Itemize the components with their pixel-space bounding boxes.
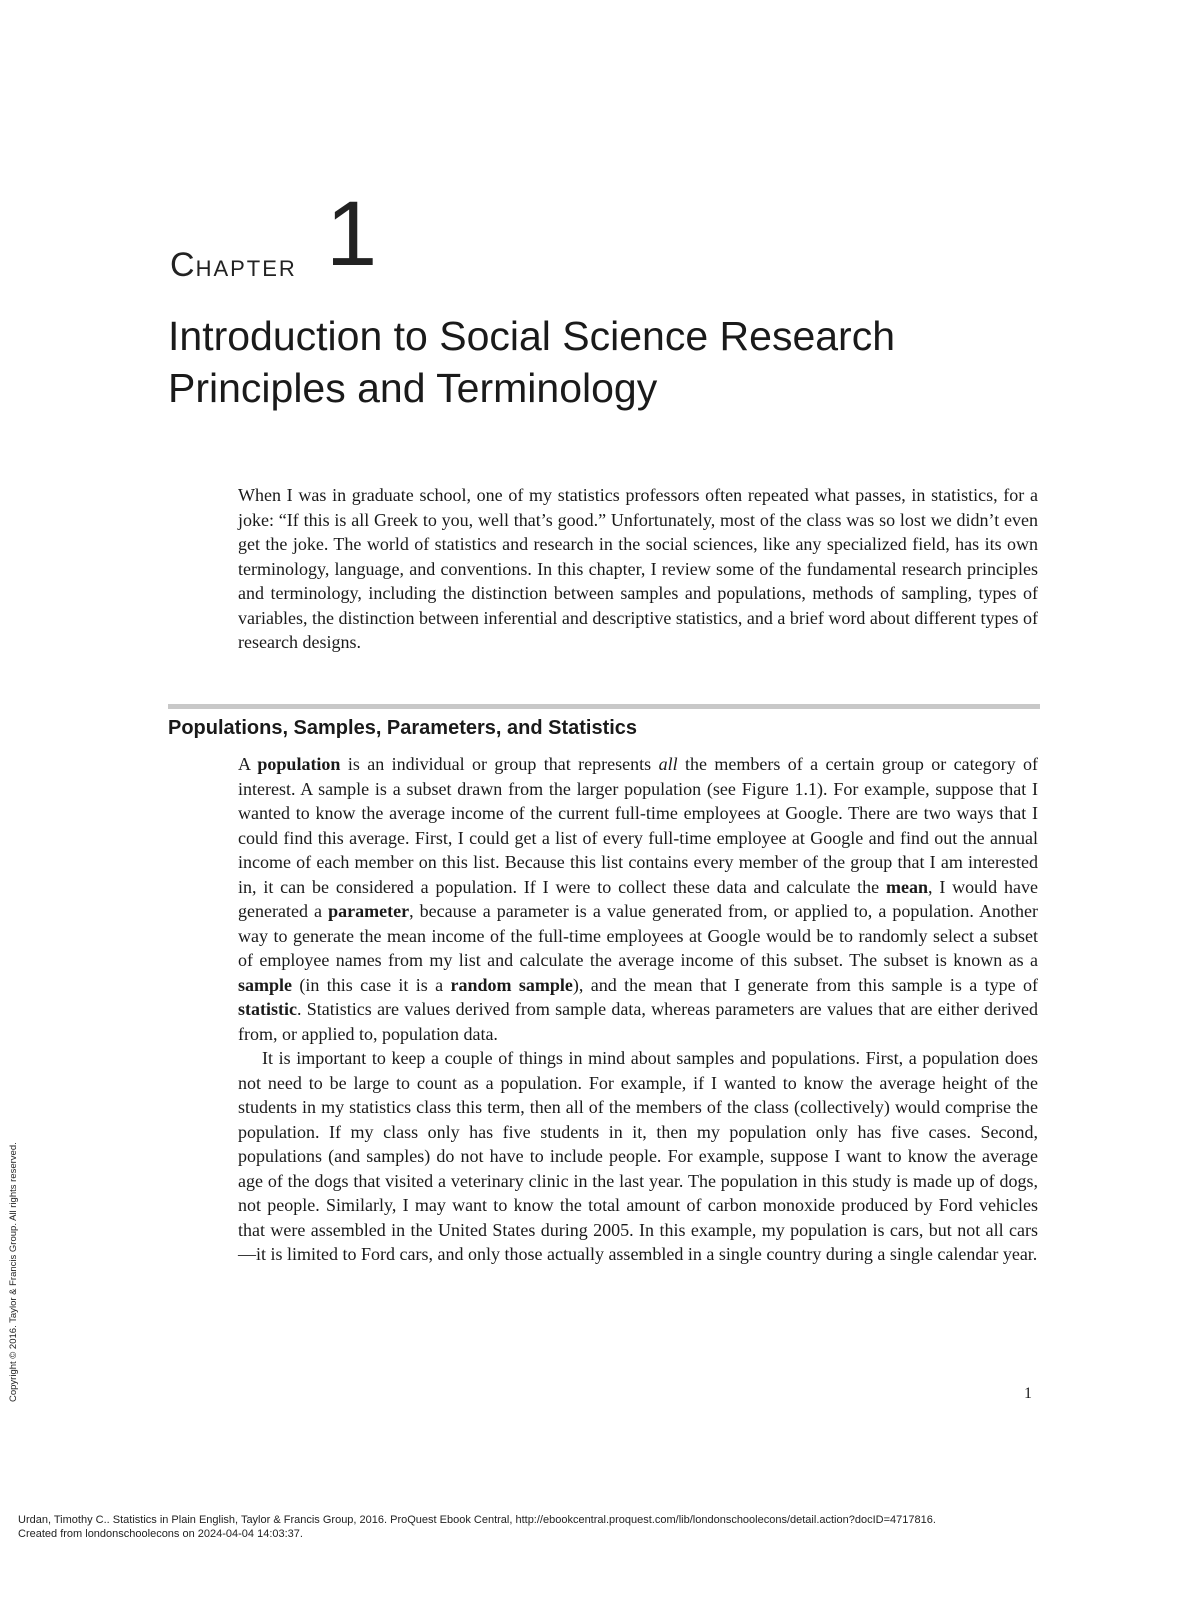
chapter-title: [168, 310, 1068, 414]
text-run: the members of a certain group or category of interest. A sample is a subset drawn from the larger population (see Figure 1.1). For example, suppose that I wanted to know the average income of the current full-time employees at Google. There are two ways that I could find this average. First, I could get a list of every full-time employee at Google and find out the annual income of each member on this list. Because this list contains every member of the group that I am interested in, it can be considered a population. If I were to collect these data and calculate the: [238, 754, 1038, 897]
created-from-line: Created from londonschoolecons on 2024-04-04 14:03:37.: [18, 1528, 303, 1540]
chapter-number: 1: [326, 183, 378, 285]
text-run: (in this case it is a: [292, 974, 451, 995]
term-parameter: parameter: [328, 901, 410, 921]
section-heading: Populations, Samples, Parameters, and Statistics: [168, 717, 638, 739]
term-population: population: [257, 754, 341, 774]
page-number: 1: [1024, 1385, 1032, 1402]
text-run: A: [238, 754, 258, 774]
section-body: [238, 752, 1038, 1267]
chapter-label: [170, 246, 297, 285]
text-run: , because a parameter is a value generated from, or applied to, a population. Another way to generate the mean income of the full-time employees at Google would be to randomly select a subset of employee names from my list and calculate the average income of this subset. The subset is known as a: [238, 901, 1038, 970]
side-copyright-notice: Copyright © 2016. Taylor & Francis Group. All rights reserved.: [8, 1142, 19, 1402]
citation-line: Urdan, Timothy C.. Statistics in Plain English, Taylor & Francis Group, 2016. ProQuest Ebook Central, http://ebookcentral.proquest.com/lib/londonschoolecons/detail.action?docID=4717816.: [18, 1514, 936, 1526]
term-random-sample: random sample: [450, 974, 573, 995]
text-run: is an individual or group that represents: [340, 754, 659, 774]
text-run: ), and the mean that I generate from this sample is a type of: [572, 974, 1038, 995]
term-statistic: statistic: [238, 999, 297, 1019]
text-run: , I would have generated a: [238, 876, 1038, 921]
term-mean: mean: [886, 876, 928, 897]
emphasis-all: all: [658, 754, 678, 774]
body-paragraph-2: It is important to keep a couple of things in mind about samples and populations. First, a population does not need to be large to count as a population. For example, if I wanted to know the average height of the students in my statistics class this term, then all of the members of the class (collectively) would comprise the population. If my class only has five students in it, then my population only has five cases. Second, populations (and samples) do not have to include people. For example, suppose I want to know the average age of the dogs that visited a veterinary clinic in the last year. The population in this study is made up of dogs, not people. Similarly, I may want to know the total amount of carbon monoxide produced by Ford vehicles that were assembled in the United States during 2005. In this example, my population is cars, but not all cars—it is limited to Ford cars, and only those actually assembled in a single country during a single calendar year.: [238, 1048, 1038, 1264]
text-run: . Statistics are values derived from sample data, whereas parameters are values that are either derived from, or applied to, population data.: [238, 999, 1038, 1044]
section-divider: [168, 704, 1040, 709]
term-sample: sample: [238, 974, 292, 995]
chapter-title-line-1: Introduction to Social Science Research: [168, 313, 896, 359]
chapter-label-initial: C: [170, 246, 196, 284]
chapter-intro-paragraph: When I was in graduate school, one of my statistics professors often repeated what passes, in statistics, for a joke: “If this is all Greek to you, well that’s good.” Unfortunately, most of the class was so lost we didn’t even get the joke. The world of statistics and research in the social sciences, like any specialized field, has its own terminology, language, and conventions. In this chapter, I review some of the fundamental research principles and terminology, including the distinction between samples and populations, methods of sampling, types of variables, the distinction between inferential and descriptive statistics, and a brief word about different types of research designs.: [238, 485, 1038, 652]
chapter-title-line-2: Principles and Terminology: [168, 365, 658, 411]
citation-footer: [18, 1513, 936, 1541]
chapter-label-rest: HAPTER: [195, 256, 297, 281]
body-paragraph-1: [238, 752, 1038, 1046]
